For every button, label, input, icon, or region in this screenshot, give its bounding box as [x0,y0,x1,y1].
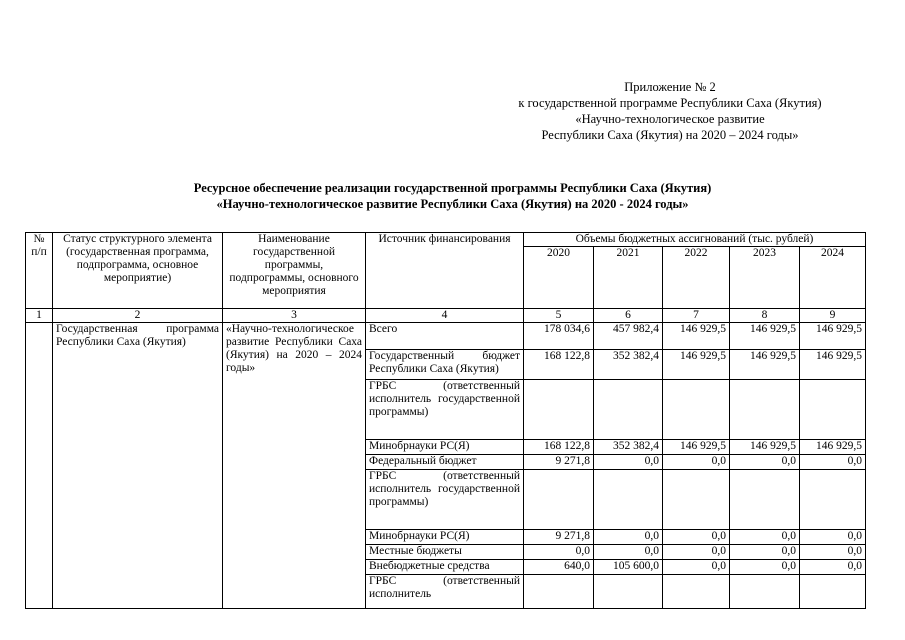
appendix-program-name: «Научно-технологическое развитие [575,112,765,126]
header-year: 2022 [663,247,730,309]
value-cell [730,575,800,609]
value-cell: 0,0 [594,530,663,545]
value-cell: 0,0 [730,545,800,560]
column-number: 3 [223,309,366,323]
value-cell: 178 034,6 [524,323,594,350]
value-cell: 146 929,5 [730,440,800,455]
source-cell: Всего [366,323,524,350]
value-cell: 105 600,0 [594,560,663,575]
column-number: 9 [800,309,866,323]
source-cell: Минобрнауки РС(Я) [366,530,524,545]
value-cell: 0,0 [594,455,663,470]
value-cell: 0,0 [594,545,663,560]
appendix-header [470,79,870,143]
header-status: Статус структурного элемента (государственная программа, подпрограмма, основное мероприятие) [53,233,223,309]
value-cell [663,575,730,609]
value-cell: 146 929,5 [663,440,730,455]
source-cell: Федеральный бюджет [366,455,524,470]
source-cell: Государственный бюджет Республики Саха (Якутия) [366,350,524,380]
header-source: Источник финансирования [366,233,524,309]
document-title [20,180,885,212]
value-cell: 640,0 [524,560,594,575]
value-cell: 0,0 [730,455,800,470]
title-line-1: Ресурсное обеспечение реализации государственной программы Республики Саха (Якутия) [193,181,712,195]
value-cell [663,470,730,530]
resource-table [25,232,866,609]
value-cell: 146 929,5 [800,350,866,380]
value-cell: 0,0 [800,455,866,470]
header-volumes: Объемы бюджетных ассигнований (тыс. рублей) [524,233,866,247]
column-number: 7 [663,309,730,323]
appendix-reference: к государственной программе Республики Саха (Якутия) [518,96,822,110]
value-cell: 146 929,5 [730,350,800,380]
value-cell [730,380,800,440]
value-cell: 457 982,4 [594,323,663,350]
header-year: 2023 [730,247,800,309]
source-cell: ГРБС (ответственный исполнитель государственной программы) [366,470,524,530]
value-cell: 9 271,8 [524,455,594,470]
value-cell: 146 929,5 [663,323,730,350]
value-cell [800,470,866,530]
table-row [26,323,866,350]
source-cell: Местные бюджеты [366,545,524,560]
value-cell: 0,0 [663,545,730,560]
value-cell: 9 271,8 [524,530,594,545]
value-cell: 0,0 [800,560,866,575]
column-number: 6 [594,309,663,323]
value-cell: 0,0 [524,545,594,560]
column-number: 8 [730,309,800,323]
value-cell [800,380,866,440]
value-cell: 0,0 [800,545,866,560]
value-cell [594,380,663,440]
row-program-name: «Научно-технологическое развитие Республики Саха (Якутия) на 2020 – 2024 годы» [223,323,366,609]
header-num: № п/п [26,233,53,309]
value-cell [800,575,866,609]
value-cell: 168 122,8 [524,440,594,455]
value-cell: 0,0 [663,560,730,575]
value-cell [730,470,800,530]
value-cell [594,470,663,530]
source-cell: ГРБС (ответственный исполнитель государственной программы) [366,380,524,440]
value-cell: 146 929,5 [730,323,800,350]
value-cell: 0,0 [800,530,866,545]
value-cell: 0,0 [730,530,800,545]
value-cell: 146 929,5 [663,350,730,380]
appendix-program-period: Республики Саха (Якутия) на 2020 – 2024 годы» [541,128,799,142]
header-year: 2021 [594,247,663,309]
column-number: 4 [366,309,524,323]
value-cell: 146 929,5 [800,323,866,350]
value-cell [663,380,730,440]
row-number [26,323,53,609]
value-cell: 352 382,4 [594,440,663,455]
header-name: Наименование государственной программы, подпрограммы, основного мероприятия [223,233,366,309]
value-cell: 146 929,5 [800,440,866,455]
title-line-2: «Научно-технологическое развитие Республики Саха (Якутия) на 2020 - 2024 годы» [216,197,689,211]
column-number: 1 [26,309,53,323]
row-status: Государственная программа Республики Саха (Якутия) [53,323,223,609]
source-cell: Минобрнауки РС(Я) [366,440,524,455]
header-year: 2024 [800,247,866,309]
source-cell: ГРБС (ответственный исполнитель [366,575,524,609]
column-number: 2 [53,309,223,323]
source-cell: Внебюджетные средства [366,560,524,575]
value-cell: 0,0 [663,530,730,545]
value-cell [524,380,594,440]
value-cell [594,575,663,609]
value-cell: 0,0 [663,455,730,470]
value-cell: 0,0 [730,560,800,575]
appendix-number: Приложение № 2 [624,80,716,94]
header-year: 2020 [524,247,594,309]
value-cell: 352 382,4 [594,350,663,380]
column-number: 5 [524,309,594,323]
value-cell [524,470,594,530]
value-cell [524,575,594,609]
value-cell: 168 122,8 [524,350,594,380]
